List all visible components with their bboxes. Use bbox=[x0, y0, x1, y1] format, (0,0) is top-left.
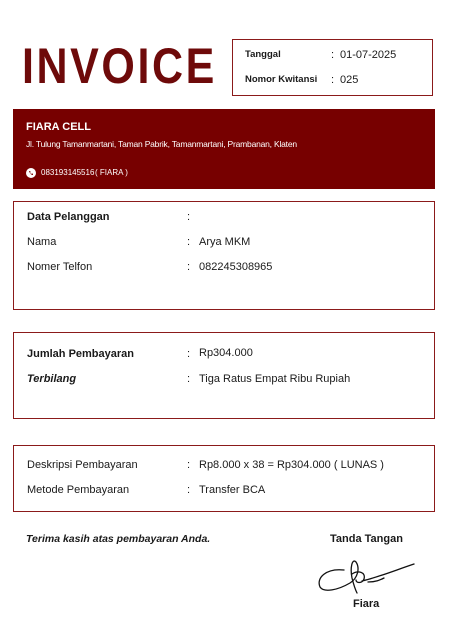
customer-section-label: Data Pelanggan bbox=[27, 211, 110, 223]
customer-phone-colon: : bbox=[187, 261, 191, 273]
description-value: Rp8.000 x 38 = Rp304.000 ( LUNAS ) bbox=[199, 459, 384, 471]
company-name: FIARA CELL bbox=[26, 121, 91, 133]
description-colon: : bbox=[187, 459, 191, 471]
signer-name: Fiara bbox=[353, 598, 380, 610]
method-colon: : bbox=[187, 484, 191, 496]
receipt-number-label: Nomor Kwitansi bbox=[245, 74, 318, 85]
company-address: Jl. Tulung Tamanmartani, Taman Pabrik, Tamanmartani, Prambanan, Klaten bbox=[26, 139, 297, 149]
company-banner bbox=[13, 109, 435, 189]
payment-details-box bbox=[13, 445, 435, 512]
date-value: 01-07-2025 bbox=[340, 49, 397, 61]
customer-name-value: Arya MKM bbox=[199, 236, 251, 248]
amount-label: Jumlah Pembayaran bbox=[27, 348, 134, 360]
customer-phone-label: Nomer Telfon bbox=[27, 261, 93, 273]
amount-words-value: Tiga Ratus Empat Ribu Rupiah bbox=[199, 373, 351, 385]
amount-words-colon: : bbox=[187, 373, 191, 385]
signature-image bbox=[314, 556, 418, 596]
invoice-meta-box bbox=[232, 39, 433, 96]
customer-box bbox=[13, 201, 435, 310]
method-label: Metode Pembayaran bbox=[27, 484, 130, 496]
company-phone: 083193145516 bbox=[41, 168, 95, 177]
date-label: Tanggal bbox=[245, 49, 281, 60]
amount-words-label: Terbilang bbox=[27, 373, 77, 385]
customer-section-colon: : bbox=[187, 211, 191, 223]
customer-name-colon: : bbox=[187, 236, 191, 248]
description-label: Deskripsi Pembayaran bbox=[27, 459, 138, 471]
payment-box bbox=[13, 332, 435, 419]
amount-value: Rp304.000 bbox=[199, 347, 253, 359]
customer-name-label: Nama bbox=[27, 236, 57, 248]
thank-you-note: Terima kasih atas pembayaran Anda. bbox=[26, 533, 211, 545]
amount-colon: : bbox=[187, 348, 191, 360]
whatsapp-icon bbox=[26, 168, 36, 178]
company-phone-name: ( FIARA ) bbox=[95, 168, 128, 177]
signature-label: Tanda Tangan bbox=[330, 533, 403, 545]
invoice-title: INVOICE bbox=[22, 38, 217, 94]
date-colon: : bbox=[331, 49, 335, 61]
customer-phone-value: 082245308965 bbox=[199, 261, 273, 273]
method-value: Transfer BCA bbox=[199, 484, 266, 496]
receipt-number-colon: : bbox=[331, 74, 335, 86]
receipt-number-value: 025 bbox=[340, 74, 359, 86]
